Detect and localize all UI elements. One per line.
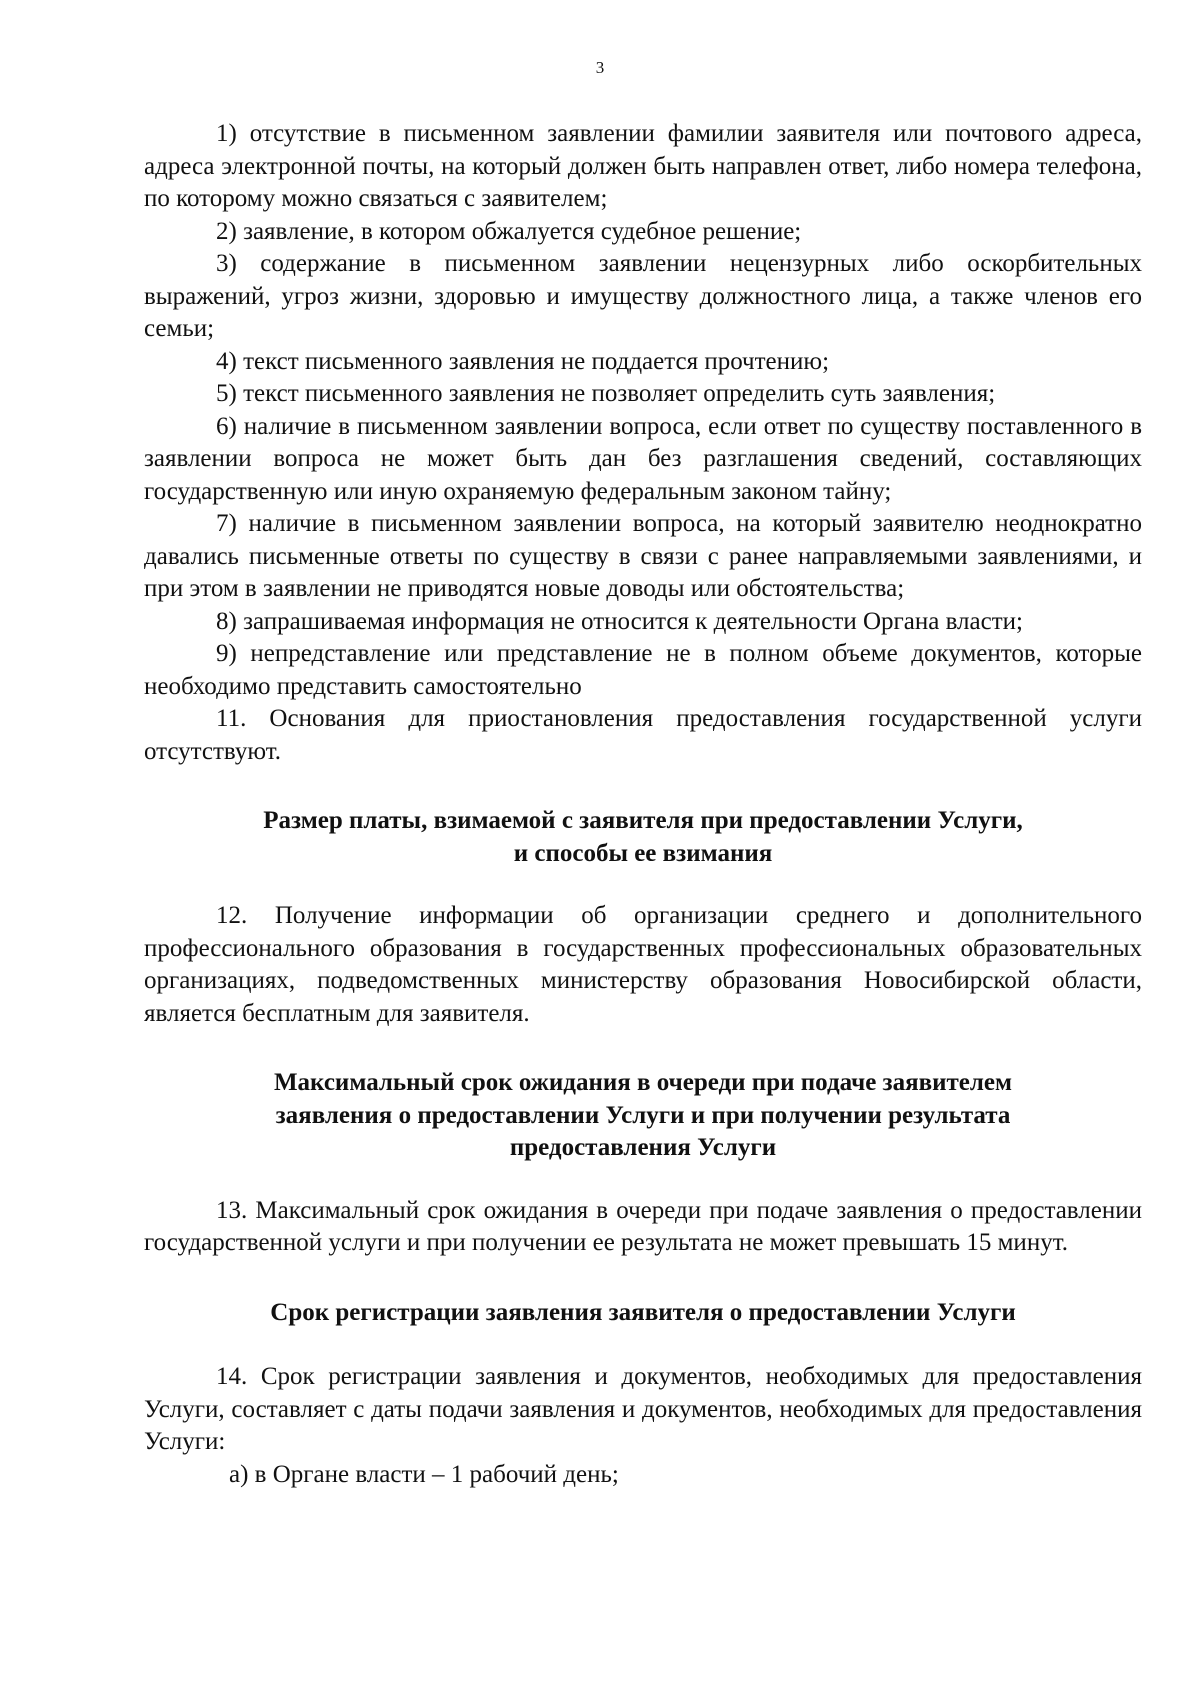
list-item-4: 4) текст письменного заявления не поддается прочтению; (216, 347, 830, 375)
list-item-2: 2) заявление, в котором обжалуется судебное решение; (216, 217, 802, 245)
list-item-5: 5) текст письменного заявления не позволяет определить суть заявления; (216, 380, 996, 407)
list-item-8: 8) запрашиваемая информация не относится к деятельности Органа власти; (216, 607, 1023, 635)
paragraph-12: 12. Получение информации об организации среднего и дополнительного профессионального образования в государственных профессиональных образовательных организациях, подведомственных министерству образования Новосибирской области, является бесплатным для заявителя. (144, 902, 1142, 1027)
list-item-3: 3) содержание в письменном заявлении нецензурных либо оскорбительных выражений, угроз жизни, здоровью и имуществу должностного лица, а также членов его семьи; (144, 250, 1142, 342)
heading-fee-line-1: Размер платы, взимаемой с заявителя при предоставлении Услуги, (263, 807, 1023, 834)
paragraph-14: 14. Срок регистрации заявления и документов, необходимых для предоставления Услуги, составляет с даты подачи заявления и документов, необходимых для предоставления Услуги: (144, 1363, 1142, 1455)
page-number: 3 (595, 58, 605, 77)
paragraph-14a: а) в Органе власти – 1 рабочий день; (229, 1460, 619, 1488)
paragraph-13: 13. Максимальный срок ожидания в очереди при подаче заявления о предоставлении государственной услуги и при получении ее результата не может превышать 15 минут. (144, 1196, 1142, 1256)
heading-wait-line-1: Максимальный срок ожидания в очереди при подаче заявителем (273, 1069, 1013, 1096)
list-item-6: 6) наличие в письменном заявлении вопроса, если ответ по существу поставленного в заявлении вопроса не может быть дан без разглашения сведений, составляющих государственную или иную охраняемую федеральным законом тайну; (144, 412, 1142, 505)
heading-wait-line-2: заявления о предоставлении Услуги и при получении результата (275, 1101, 1011, 1129)
paragraph-11: 11. Основания для приостановления предоставления государственной услуги отсутствуют. (144, 705, 1142, 765)
list-item-9: 9) непредставление или представление не в полном объеме документов, которые необходимо представить самостоятельно (144, 640, 1142, 700)
list-item-1: 1) отсутствие в письменном заявлении фамилии заявителя или почтового адреса, адреса электронной почты, на который должен быть направлен ответ, либо номера телефона, по которому можно связаться с заявителем; (144, 120, 1142, 212)
heading-registration: Срок регистрации заявления заявителя о предоставлении Услуги (270, 1298, 1016, 1326)
heading-wait-line-3: предоставления Услуги (509, 1134, 777, 1161)
heading-fee-line-2: и способы ее взимания (513, 839, 773, 867)
document-body (144, 118, 1142, 1491)
list-item-7: 7) наличие в письменном заявлении вопроса, на который заявителю неоднократно давались письменные ответы по существу в связи с ранее направляемыми заявлениями, и при этом в заявлении не приводятся новые доводы или обстоятельства; (144, 510, 1142, 602)
